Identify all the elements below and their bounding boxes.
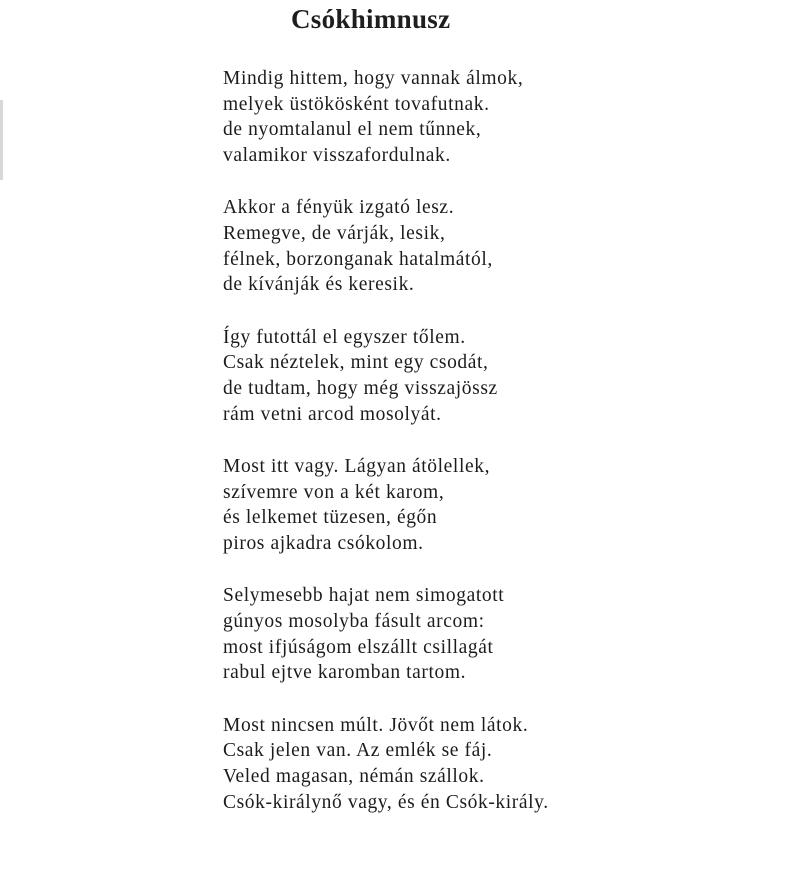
poem-line: rabul ejtve karomban tartom.	[223, 662, 467, 684]
poem-line: most ifjúságom elszállt csillagát	[223, 636, 494, 658]
stanza	[223, 713, 783, 816]
poem-line: szívemre von a két karom,	[223, 481, 445, 503]
poem-line: de kívánják és keresik.	[223, 274, 415, 296]
stanza	[223, 195, 783, 298]
poem-line: Akkor a fényük izgató lesz.	[223, 197, 455, 219]
poem-line: Csók-királynő vagy, és én Csók-király.	[223, 791, 549, 813]
poem-line: Csak néztelek, mint egy csodát,	[223, 352, 489, 374]
poem-line: melyek üstökösként tovafutnak.	[223, 93, 490, 115]
stanza	[223, 66, 783, 169]
poem-line: Csak jelen van. Az emlék se fáj.	[223, 740, 493, 762]
stanza	[223, 583, 783, 686]
poem-line: de nyomtalanul el nem tűnnek,	[223, 119, 482, 141]
poem-line: piros ajkadra csókolom.	[223, 533, 424, 555]
poem-line: Így futottál el egyszer tőlem.	[223, 326, 466, 348]
stanza	[223, 325, 783, 428]
poem-line: félnek, borzonganak hatalmától,	[223, 248, 493, 270]
poem-line: és lelkemet tüzesen, égőn	[223, 507, 438, 529]
poem-line: Selymesebb hajat nem simogatott	[223, 585, 505, 607]
poem-line: Most nincsen múlt. Jövőt nem látok.	[223, 714, 529, 736]
poem-line: Mindig hittem, hogy vannak álmok,	[223, 68, 524, 89]
poem-line: Veled magasan, némán szállok.	[223, 765, 485, 787]
poem-line: Most itt vagy. Lágyan átölellek,	[223, 455, 491, 477]
poem-line: valamikor visszafordulnak.	[223, 145, 451, 167]
poem-line: rám vetni arcod mosolyát.	[223, 403, 442, 425]
stanza	[223, 454, 783, 557]
poem-line: de tudtam, hogy még visszajössz	[223, 378, 498, 400]
poem-line: gúnyos mosolyba fásult arcom:	[223, 610, 485, 632]
poem-title: Csókhimnusz	[291, 4, 451, 34]
poem-body	[223, 66, 783, 842]
page-edge-shadow	[0, 100, 3, 180]
poem-line: Remegve, de várják, lesik,	[223, 223, 446, 245]
